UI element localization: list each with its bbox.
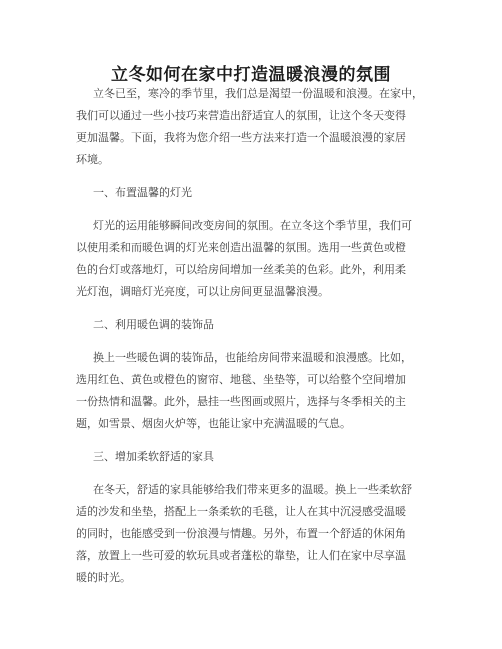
text-line: 一份热情和温馨。此外，悬挂一些图画或照片，选择与冬季相关的主	[76, 395, 406, 408]
document-title: 立冬如何在家中打造温暖浪漫的氛围	[111, 65, 391, 85]
text-line: 落，放置上一些可爱的软玩具或者蓬松的靠垫，让人们在家中尽享温	[76, 549, 406, 562]
text-line: 色的台灯或落地灯，可以给房间增加一丝柔美的色彩。此外，利用柔	[76, 263, 406, 276]
text-line: 选用红色、黄色或橙色的窗帘、地毯、坐垫等，可以给整个空间增加	[76, 373, 406, 386]
text-line: 光灯泡，调暗灯光亮度，可以让房间更显温馨浪漫。	[76, 285, 329, 298]
text-line: 立冬已至，寒冷的季节里，我们总是渴望一份温暖和浪漫。在家中，	[93, 87, 423, 100]
text-line: 灯光的运用能够瞬间改变房间的氛围。在立冬这个季节里，我们可	[93, 219, 412, 232]
text-line: 的同时，也能感受到一份浪漫与情趣。另外，布置一个舒适的休闲角	[76, 527, 406, 540]
text-line: 三、增加柔软舒适的家具	[93, 450, 214, 463]
text-line: 在冬天，舒适的家具能够给我们带来更多的温暖。换上一些柔软舒	[93, 483, 412, 496]
text-line: 环境。	[76, 153, 109, 166]
text-line: 适的沙发和坐垫，搭配上一条柔软的毛毯，让人在其中沉浸感受温暖	[76, 505, 406, 518]
text-line: 换上一些暖色调的装饰品，也能给房间带来温暖和浪漫感。比如，	[93, 351, 412, 364]
text-line: 我们可以通过一些小技巧来营造出舒适宜人的氛围，让这个冬天变得	[76, 109, 406, 122]
text-line: 题，如雪景、烟囱火炉等，也能让家中充满温暖的气息。	[76, 417, 351, 430]
text-line: 一、布置温馨的灯光	[93, 186, 192, 199]
text-line: 二、利用暖色调的装饰品	[93, 318, 214, 331]
text-line: 以使用柔和而暖色调的灯光来创造出温馨的氛围。选用一些黄色或橙	[76, 241, 406, 254]
text-line: 更加温馨。下面，我将为您介绍一些方法来打造一个温暖浪漫的家居	[76, 131, 406, 144]
text-line: 暖的时光。	[76, 571, 131, 584]
